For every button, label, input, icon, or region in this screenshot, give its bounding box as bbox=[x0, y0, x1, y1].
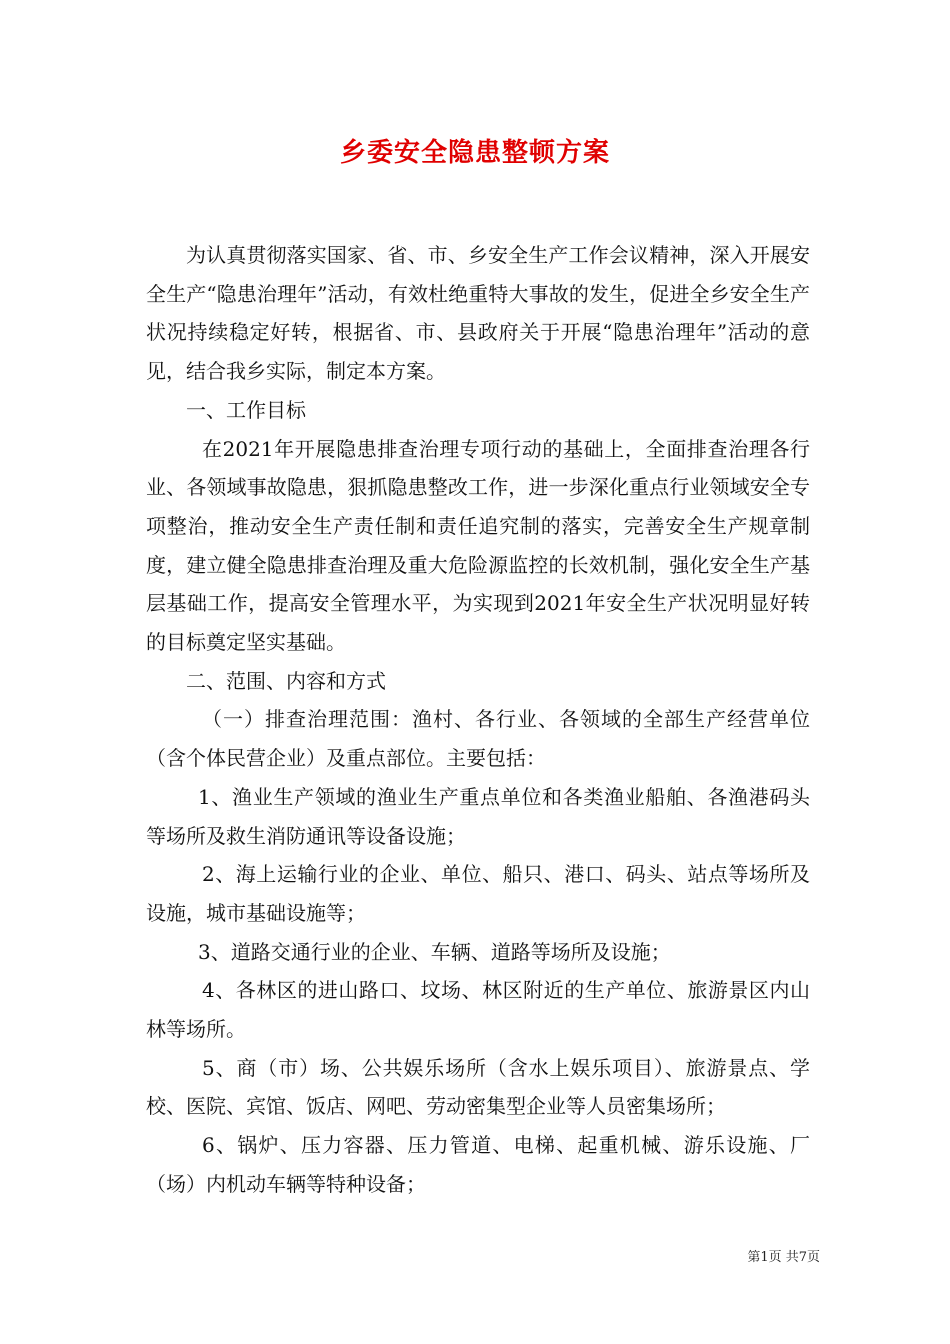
list-item-2: 2、海上运输行业的企业、单位、船只、港口、码头、站点等场所及设施，城市基础设施等； bbox=[146, 862, 810, 925]
paragraph-scope: （一）排查治理范围：渔村、各行业、各领域的全部生产经营单位（含个体民营企业）及重点部位。主要包括： bbox=[146, 707, 810, 771]
paragraph-intro: 为认真贯彻落实国家、省、市、乡安全生产工作会议精神，深入开展安全生产“隐患治理年”活动，有效杜绝重特大事故的发生，促进全乡安全生产状况持续稳定好转，根据省、市、县政府关于开展“隐患治理年”活动的意见，结合我乡实际，制定本方案。 bbox=[146, 243, 810, 384]
list-item-3: 3、道路交通行业的企业、车辆、道路等场所及设施； bbox=[198, 939, 671, 964]
document-body bbox=[146, 236, 810, 1204]
paragraph-goals: 在2021年开展隐患排查治理专项行动的基础上，全面排查治理各行业、各领域事故隐患，狠抓隐患整改工作，进一步深化重点行业领域安全专项整治，推动安全生产责任制和责任追究制的落实，完善安全生产规章制度，建立健全隐患排查治理及重大危险源监控的长效机制，强化安全生产基层基础工作，提高安全管理水平，为实现到2021年安全生产状况明显好转的目标奠定坚实基础。 bbox=[146, 436, 810, 655]
page-number: 第1页 共7页 bbox=[747, 1250, 820, 1265]
section-heading-scope: 二、范围、内容和方式 bbox=[186, 668, 386, 693]
section-heading-goals: 一、工作目标 bbox=[186, 397, 306, 422]
list-item-5: 5、商（市）场、公共娱乐场所（含水上娱乐项目）、旅游景点、学校、医院、宾馆、饭店、网吧、劳动密集型企业等人员密集场所； bbox=[146, 1055, 810, 1119]
list-item-1: 1、渔业生产领域的渔业生产重点单位和各类渔业船舶、各渔港码头等场所及救生消防通讯等设备设施； bbox=[146, 784, 810, 848]
list-item-4: 4、各林区的进山路口、坟场、林区附近的生产单位、旅游景区内山林等场所。 bbox=[146, 978, 810, 1042]
document-title: 乡委安全隐患整顿方案 bbox=[339, 138, 610, 168]
list-item-6: 6、锅炉、压力容器、压力管道、电梯、起重机械、游乐设施、厂（场）内机动车辆等特种设备； bbox=[146, 1133, 810, 1196]
